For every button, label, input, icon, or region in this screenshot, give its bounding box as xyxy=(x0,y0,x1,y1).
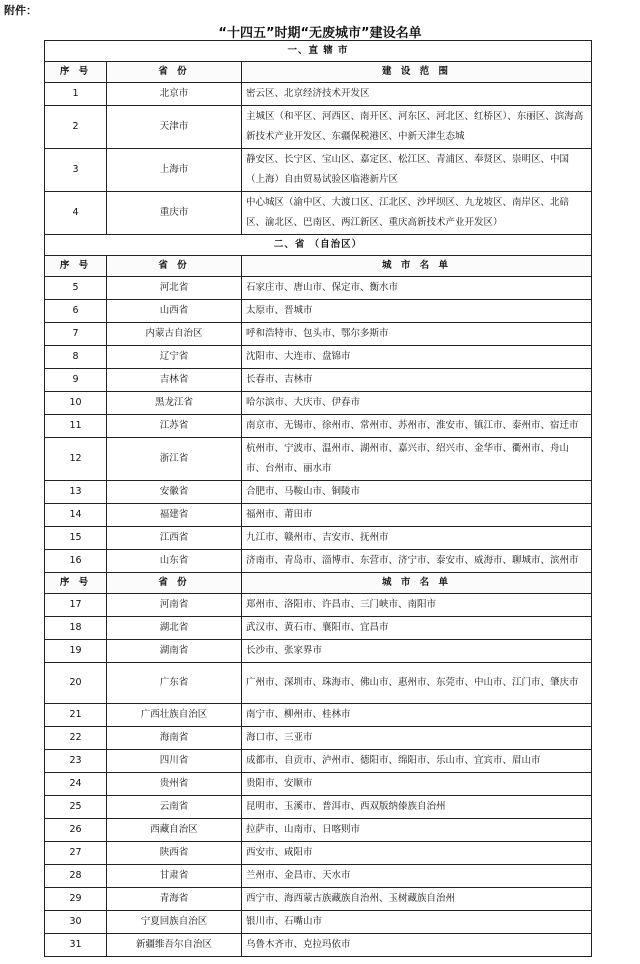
row-number: 14 xyxy=(45,504,107,527)
attachment-label: 附件： xyxy=(4,4,37,17)
row-number: 26 xyxy=(45,819,107,842)
row-scope: 乌鲁木齐市、克拉玛依市 xyxy=(242,934,592,957)
row-scope: 太原市、晋城市 xyxy=(242,300,592,323)
row-province: 北京市 xyxy=(107,83,242,106)
table-row xyxy=(45,911,592,934)
row-number: 8 xyxy=(45,346,107,369)
row-number: 29 xyxy=(45,888,107,911)
row-province: 贵州省 xyxy=(107,773,242,796)
row-number: 21 xyxy=(45,704,107,727)
table-row xyxy=(45,481,592,504)
document-title: “十四五”时期“无废城市”建设名单 xyxy=(218,26,422,41)
header-province: 省 份 xyxy=(107,256,242,277)
row-scope: 中心城区（渝中区、大渡口区、江北区、沙坪坝区、九龙坡区、南岸区、北碚区、渝北区、巴南区、两江新区、重庆高新技术产业开发区） xyxy=(242,192,592,235)
header-scope: 城 市 名 单 xyxy=(242,573,592,594)
row-province: 宁夏回族自治区 xyxy=(107,911,242,934)
row-scope: 长春市、吉林市 xyxy=(242,369,592,392)
row-province: 浙江省 xyxy=(107,438,242,481)
row-number: 18 xyxy=(45,617,107,640)
header-row xyxy=(45,256,592,277)
row-province: 湖北省 xyxy=(107,617,242,640)
row-number: 2 xyxy=(45,106,107,149)
row-province: 黑龙江省 xyxy=(107,392,242,415)
table-row xyxy=(45,438,592,481)
table-row xyxy=(45,934,592,957)
header-province: 省 份 xyxy=(107,573,242,594)
row-province: 新疆维吾尔自治区 xyxy=(107,934,242,957)
row-number: 6 xyxy=(45,300,107,323)
header-number: 序 号 xyxy=(45,256,107,277)
table-row xyxy=(45,277,592,300)
table-row xyxy=(45,392,592,415)
row-province: 四川省 xyxy=(107,750,242,773)
row-number: 31 xyxy=(45,934,107,957)
section-title: 一、直 辖 市 xyxy=(45,41,592,62)
row-scope: 静安区、长宁区、宝山区、嘉定区、松江区、青浦区、奉贤区、崇明区、中国（上海）自由贸易试验区临港新片区 xyxy=(242,149,592,192)
row-scope: 武汉市、黄石市、襄阳市、宜昌市 xyxy=(242,617,592,640)
row-scope: 西宁市、海西蒙古族藏族自治州、玉树藏族自治州 xyxy=(242,888,592,911)
row-number: 13 xyxy=(45,481,107,504)
row-number: 27 xyxy=(45,842,107,865)
row-scope: 拉萨市、山南市、日喀则市 xyxy=(242,819,592,842)
row-province: 河北省 xyxy=(107,277,242,300)
row-scope: 长沙市、张家界市 xyxy=(242,640,592,663)
row-scope: 杭州市、宁波市、温州市、湖州市、嘉兴市、绍兴市、金华市、衢州市、舟山市、台州市、丽水市 xyxy=(242,438,592,481)
row-province: 广西壮族自治区 xyxy=(107,704,242,727)
row-scope: 九江市、赣州市、吉安市、抚州市 xyxy=(242,527,592,550)
row-scope: 广州市、深圳市、珠海市、佛山市、惠州市、东莞市、中山市、江门市、肇庆市 xyxy=(242,663,592,704)
row-scope: 贵阳市、安顺市 xyxy=(242,773,592,796)
row-number: 20 xyxy=(45,663,107,704)
row-number: 16 xyxy=(45,550,107,573)
table-row xyxy=(45,842,592,865)
row-province: 山西省 xyxy=(107,300,242,323)
row-province: 甘肃省 xyxy=(107,865,242,888)
row-number: 17 xyxy=(45,594,107,617)
city-list-table xyxy=(44,40,592,957)
row-scope: 呼和浩特市、包头市、鄂尔多斯市 xyxy=(242,323,592,346)
header-scope: 城 市 名 单 xyxy=(242,256,592,277)
row-scope: 合肥市、马鞍山市、铜陵市 xyxy=(242,481,592,504)
row-province: 广东省 xyxy=(107,663,242,704)
table-row xyxy=(45,617,592,640)
table-row xyxy=(45,346,592,369)
row-number: 9 xyxy=(45,369,107,392)
row-province: 青海省 xyxy=(107,888,242,911)
row-province: 辽宁省 xyxy=(107,346,242,369)
row-province: 西藏自治区 xyxy=(107,819,242,842)
row-scope: 密云区、北京经济技术开发区 xyxy=(242,83,592,106)
row-scope: 沈阳市、大连市、盘锦市 xyxy=(242,346,592,369)
table-row xyxy=(45,323,592,346)
row-scope: 西安市、咸阳市 xyxy=(242,842,592,865)
table-row xyxy=(45,796,592,819)
row-province: 吉林省 xyxy=(107,369,242,392)
section-title-row xyxy=(45,41,592,62)
row-scope: 哈尔滨市、大庆市、伊春市 xyxy=(242,392,592,415)
header-number: 序 号 xyxy=(45,573,107,594)
row-province: 江西省 xyxy=(107,527,242,550)
table-row xyxy=(45,369,592,392)
table-row xyxy=(45,663,592,704)
row-province: 陕西省 xyxy=(107,842,242,865)
table-row xyxy=(45,192,592,235)
header-scope: 建 设 范 围 xyxy=(242,62,592,83)
table-row xyxy=(45,594,592,617)
row-number: 19 xyxy=(45,640,107,663)
table-body xyxy=(45,41,592,957)
row-number: 4 xyxy=(45,192,107,235)
row-province: 江苏省 xyxy=(107,415,242,438)
table-row xyxy=(45,888,592,911)
table-row xyxy=(45,149,592,192)
row-scope: 兰州市、金昌市、天水市 xyxy=(242,865,592,888)
row-number: 15 xyxy=(45,527,107,550)
section-title-row xyxy=(45,235,592,256)
row-province: 山东省 xyxy=(107,550,242,573)
table-row xyxy=(45,819,592,842)
table-row xyxy=(45,415,592,438)
row-province: 湖南省 xyxy=(107,640,242,663)
table-row xyxy=(45,550,592,573)
row-number: 11 xyxy=(45,415,107,438)
row-province: 河南省 xyxy=(107,594,242,617)
table-row xyxy=(45,504,592,527)
row-number: 10 xyxy=(45,392,107,415)
row-number: 1 xyxy=(45,83,107,106)
row-scope: 银川市、石嘴山市 xyxy=(242,911,592,934)
row-scope: 南京市、无锡市、徐州市、常州市、苏州市、淮安市、镇江市、泰州市、宿迁市 xyxy=(242,415,592,438)
header-province: 省 份 xyxy=(107,62,242,83)
row-province: 重庆市 xyxy=(107,192,242,235)
row-province: 上海市 xyxy=(107,149,242,192)
table-row xyxy=(45,865,592,888)
table-row xyxy=(45,83,592,106)
row-scope: 成都市、自贡市、泸州市、德阳市、绵阳市、乐山市、宜宾市、眉山市 xyxy=(242,750,592,773)
header-number: 序 号 xyxy=(45,62,107,83)
row-scope: 海口市、三亚市 xyxy=(242,727,592,750)
row-scope: 济南市、青岛市、淄博市、东营市、济宁市、泰安市、威海市、聊城市、滨州市 xyxy=(242,550,592,573)
row-province: 安徽省 xyxy=(107,481,242,504)
row-scope: 昆明市、玉溪市、普洱市、西双版纳傣族自治州 xyxy=(242,796,592,819)
table-row xyxy=(45,704,592,727)
table-row xyxy=(45,750,592,773)
row-number: 25 xyxy=(45,796,107,819)
row-scope: 南宁市、柳州市、桂林市 xyxy=(242,704,592,727)
row-scope: 主城区（和平区、河西区、南开区、河东区、河北区、红桥区）、东丽区、滨海高新技术产业开发区、东疆保税港区、中新天津生态城 xyxy=(242,106,592,149)
row-number: 24 xyxy=(45,773,107,796)
row-province: 海南省 xyxy=(107,727,242,750)
table-row xyxy=(45,527,592,550)
row-number: 3 xyxy=(45,149,107,192)
row-number: 23 xyxy=(45,750,107,773)
row-province: 福建省 xyxy=(107,504,242,527)
row-number: 7 xyxy=(45,323,107,346)
table-row xyxy=(45,773,592,796)
row-scope: 郑州市、洛阳市、许昌市、三门峡市、南阳市 xyxy=(242,594,592,617)
row-number: 30 xyxy=(45,911,107,934)
table-row xyxy=(45,727,592,750)
row-scope: 福州市、莆田市 xyxy=(242,504,592,527)
row-province: 天津市 xyxy=(107,106,242,149)
row-number: 5 xyxy=(45,277,107,300)
header-row xyxy=(45,573,592,594)
section-title: 二、省 （自治区） xyxy=(45,235,592,256)
row-number: 22 xyxy=(45,727,107,750)
row-scope: 石家庄市、唐山市、保定市、衡水市 xyxy=(242,277,592,300)
table-row xyxy=(45,640,592,663)
table-row xyxy=(45,300,592,323)
row-number: 12 xyxy=(45,438,107,481)
row-province: 内蒙古自治区 xyxy=(107,323,242,346)
row-number: 28 xyxy=(45,865,107,888)
header-row xyxy=(45,62,592,83)
table-row xyxy=(45,106,592,149)
row-province: 云南省 xyxy=(107,796,242,819)
